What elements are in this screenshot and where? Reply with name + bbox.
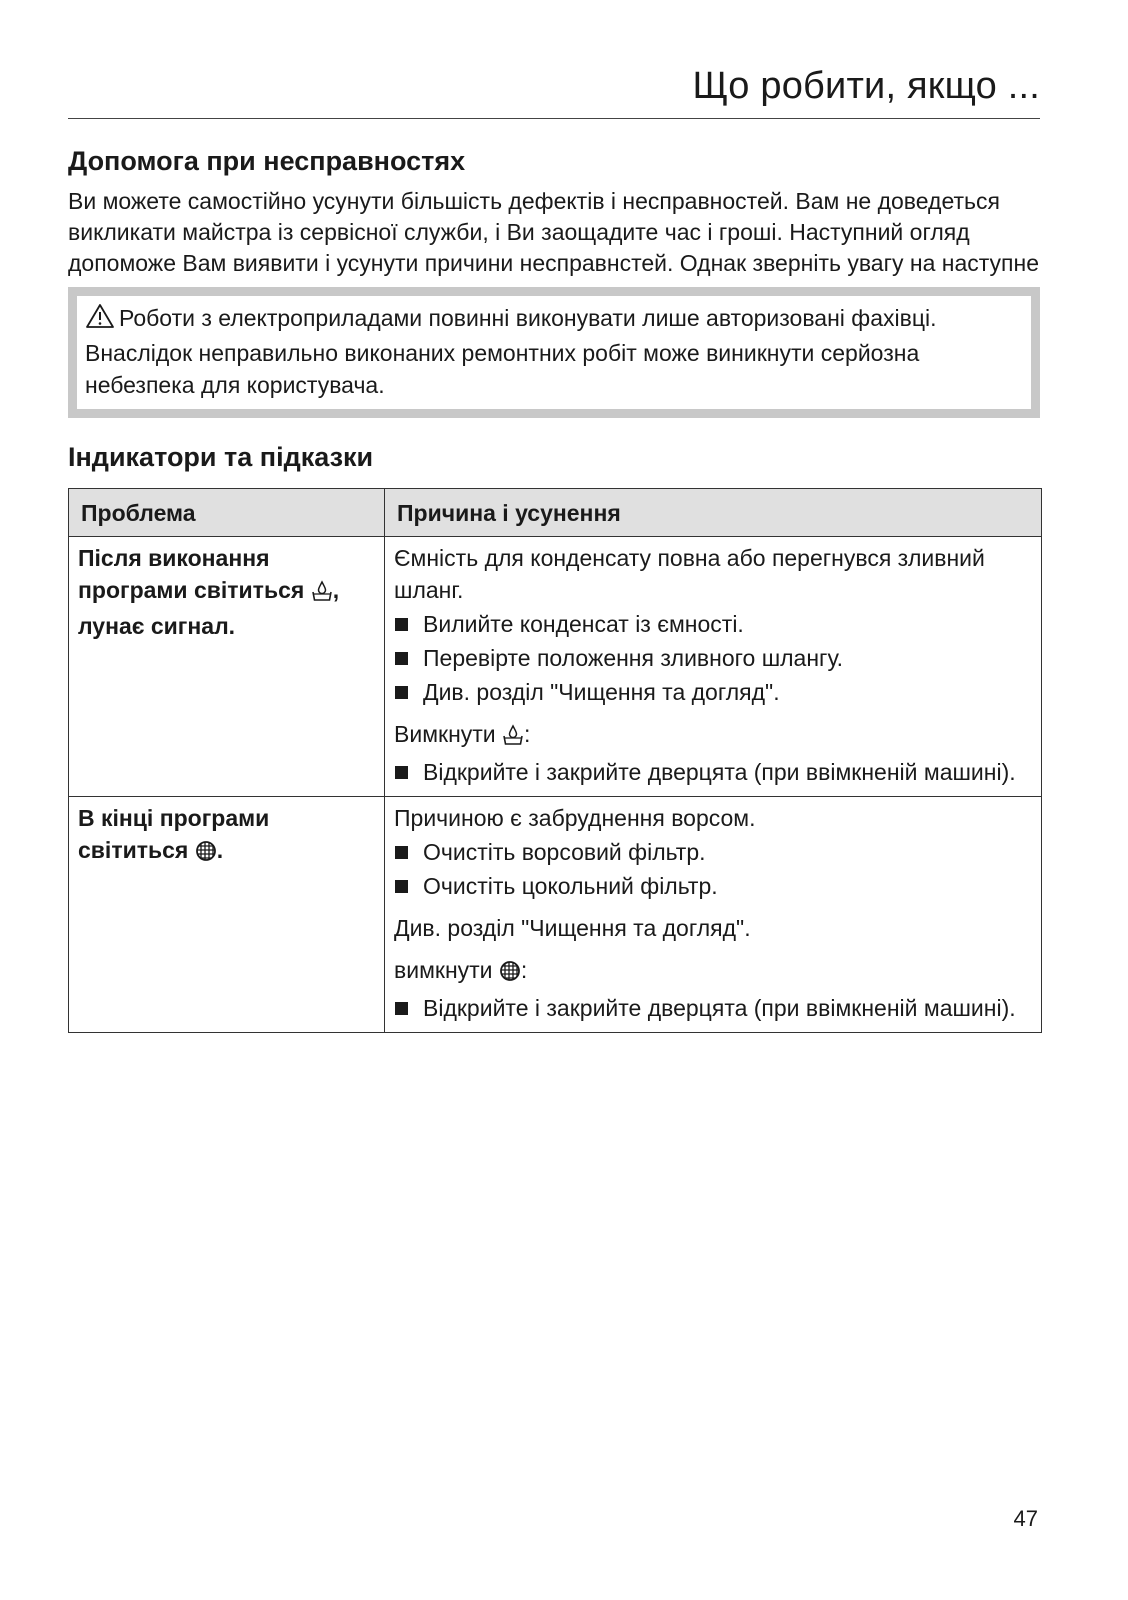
problem-text: Після виконання програми світиться (78, 545, 305, 603)
cause-cell (385, 797, 1042, 1033)
lint-filter-icon (195, 838, 217, 870)
page-header (68, 62, 1040, 119)
list-item: Див. розділ "Чищення та догляд". (394, 676, 1029, 708)
list-item: Очистіть цокольний фільтр. (394, 870, 1029, 902)
bullet-square-icon (395, 766, 408, 779)
condensate-container-icon (502, 722, 524, 754)
warning-triangle-icon (85, 303, 115, 337)
problem-cell (69, 797, 385, 1033)
list-item: Перевірте положення зливного шлангу. (394, 642, 1029, 674)
bullet-square-icon (395, 880, 408, 893)
bullet-square-icon (395, 686, 408, 699)
turn-off-line: вимкнути : (394, 954, 1029, 990)
bullet-square-icon (395, 1002, 408, 1015)
table-header-row (69, 489, 1042, 537)
lint-filter-icon (499, 958, 521, 990)
problem-text: В кінці програми світиться (78, 805, 270, 863)
list-item: Вилийте конденсат із ємності. (394, 608, 1029, 640)
intro-paragraph: Ви можете самостійно усунути більшість дефектів і несправностей. Вам не доведеться викликати майстра із сервісної служби, і Ви заощадите час і гроші. Наступний огляд допоможе Вам виявити і усунути причини несправнстей. Однак зверніть увагу на наступне (68, 188, 1039, 276)
list-item: Очистіть ворсовий фільтр. (394, 836, 1029, 868)
section-heading-troubleshooting: Допомога при несправностях (68, 146, 466, 176)
bullet-square-icon (395, 652, 408, 665)
table-row (69, 797, 1042, 1033)
page-content (68, 142, 1040, 1033)
cause-intro: Причиною є забруднення ворсом. (394, 805, 756, 831)
indicators-table (68, 488, 1042, 1033)
bullet-square-icon (395, 618, 408, 631)
page-title: Що робити, якщо ... (692, 65, 1040, 107)
problem-cell (69, 537, 385, 797)
section-heading-indicators: Індикатори та підказки (68, 442, 374, 472)
page-number: 47 (1013, 1506, 1038, 1531)
warning-box (68, 287, 1040, 418)
condensate-container-icon (311, 578, 333, 610)
cause-note: Див. розділ "Чищення та догляд". (394, 915, 751, 941)
list-item: Відкрийте і закрийте дверцята (при ввімкненій машині). (394, 992, 1029, 1024)
column-header-cause: Причина і усунення (385, 489, 1042, 537)
bullet-square-icon (395, 846, 408, 859)
table-row (69, 537, 1042, 797)
cause-cell (385, 537, 1042, 797)
problem-text-suffix: . (216, 837, 224, 863)
cause-intro: Ємність для конденсату повна або перегнувся зливний шланг. (394, 545, 985, 603)
column-header-problem: Проблема (69, 489, 385, 537)
list-item: Відкрийте і закрийте дверцята (при ввімкненій машині). (394, 756, 1029, 788)
turn-off-line: Вимкнути : (394, 718, 1029, 754)
warning-text: Роботи з електроприладами повинні виконувати лише авторизовані фахівці. Внаслідок неправильно виконаних ремонтних робіт може виникнути серйозна небезпека для користувача. (85, 305, 937, 398)
problem-text-suffix: , лунає сигнал. (78, 577, 340, 639)
